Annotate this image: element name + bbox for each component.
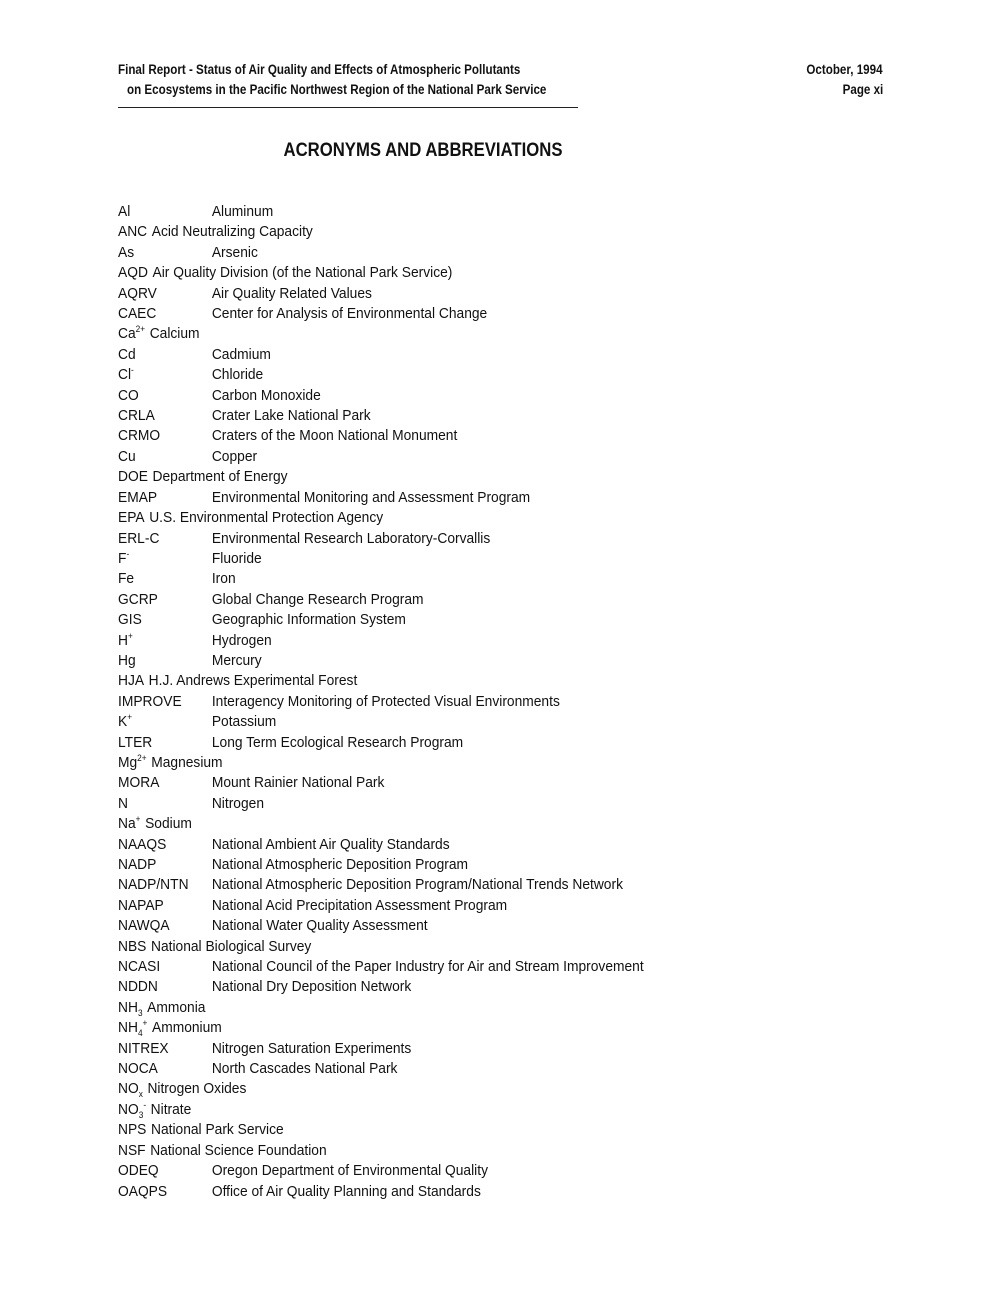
acronym-row — [118, 875, 817, 895]
acronym-row — [118, 406, 817, 426]
acronym-definition: National Atmospheric Deposition Program — [211, 856, 469, 873]
acronym-definition: Carbon Monoxide — [211, 386, 321, 404]
acronym-row — [118, 1039, 817, 1059]
acronym-row — [118, 508, 817, 528]
acronym-term: HJA — [118, 672, 145, 690]
acronym-row — [118, 835, 817, 855]
acronym-term: NCASI — [118, 958, 161, 976]
acronym-definition: Crater Lake National Park — [211, 407, 371, 425]
acronym-list — [118, 202, 878, 1202]
acronym-definition: Interagency Monitoring of Protected Visual Environments — [211, 692, 560, 710]
acronym-definition: Chloride — [211, 366, 264, 384]
acronym-row — [118, 569, 817, 589]
acronym-row — [118, 773, 817, 793]
acronym-term: IMPROVE — [118, 692, 182, 710]
acronym-definition: Hydrogen — [211, 631, 272, 649]
acronym-definition: Department of Energy — [152, 468, 288, 486]
acronym-row — [118, 467, 817, 487]
acronym-term: NADP — [118, 856, 157, 873]
acronym-definition: Arsenic — [211, 243, 258, 261]
acronym-definition: U.S. Environmental Protection Agency — [149, 509, 384, 527]
acronym-row — [118, 916, 817, 936]
acronym-row — [118, 753, 817, 773]
acronym-definition: National Dry Deposition Network — [211, 978, 412, 996]
acronym-definition: Environmental Research Laboratory-Corvallis — [211, 529, 491, 547]
acronym-definition: H.J. Andrews Experimental Forest — [148, 672, 358, 690]
acronym-definition: Environmental Monitoring and Assessment Program — [211, 488, 531, 506]
acronym-definition: National Park Service — [150, 1121, 284, 1139]
acronym-row — [118, 610, 817, 630]
acronym-row — [118, 896, 817, 916]
acronym-definition: Fluoride — [211, 549, 262, 567]
acronym-term: LTER — [118, 733, 153, 751]
acronym-definition: Aluminum — [211, 203, 274, 220]
acronym-row — [118, 671, 817, 691]
acronym-row — [118, 977, 817, 997]
acronym-term: $NO_x$ — [118, 1080, 143, 1100]
acronym-term: CAEC — [118, 305, 157, 323]
acronym-row — [118, 529, 817, 549]
header-rule — [118, 107, 578, 108]
acronym-definition: Center for Analysis of Environmental Change — [211, 305, 488, 323]
acronym-definition: Magnesium — [151, 753, 223, 771]
acronym-definition: Global Change Research Program — [211, 590, 424, 608]
acronym-term: NOCA — [118, 1060, 158, 1078]
report-date: October, 1994 — [806, 62, 883, 77]
acronym-term: CRLA — [118, 407, 155, 425]
acronym-term: Cu — [118, 447, 136, 465]
acronym-term: NAAQS — [118, 835, 167, 853]
acronym-definition: Nitrogen Saturation Experiments — [211, 1039, 412, 1057]
acronym-row — [118, 324, 817, 344]
acronym-term: GCRP — [118, 590, 158, 608]
acronym-definition: National Water Quality Assessment — [211, 917, 428, 935]
acronym-definition: Acid Neutralizing Capacity — [151, 223, 313, 241]
acronym-row — [118, 855, 817, 875]
acronym-definition: Nitrogen — [211, 794, 265, 812]
acronym-definition: Cadmium — [211, 345, 271, 363]
acronym-term: Fe — [118, 570, 135, 588]
acronym-term: NBS — [118, 937, 147, 955]
acronym-definition: Copper — [211, 447, 258, 465]
acronym-definition: National Biological Survey — [150, 937, 312, 955]
acronym-definition: Ammonium — [151, 1019, 222, 1037]
acronym-definition: Sodium — [145, 815, 192, 833]
acronym-term: $NH_4^+$ — [118, 1018, 148, 1039]
acronym-row — [118, 488, 817, 508]
acronym-definition: Craters of the Moon National Monument — [211, 427, 458, 445]
acronym-term: NDDN — [118, 978, 158, 996]
acronym-term: MORA — [118, 774, 160, 792]
acronym-definition: Nitrogen Oxides — [147, 1080, 247, 1098]
acronym-term: Hg — [118, 651, 136, 669]
acronym-term: NPS — [118, 1121, 147, 1139]
acronym-term: CRMO — [118, 427, 161, 445]
acronym-row — [118, 549, 817, 569]
acronym-row — [118, 957, 817, 977]
acronym-term: As — [118, 243, 135, 261]
acronym-term: N — [118, 794, 128, 812]
acronym-term: EPA — [118, 509, 145, 527]
acronym-row — [118, 1182, 817, 1202]
acronym-row — [118, 814, 817, 834]
acronym-term: $NH_3$ — [118, 998, 143, 1018]
acronym-term: GIS — [118, 611, 142, 629]
acronym-term: NSF — [118, 1141, 146, 1159]
acronym-definition: Potassium — [211, 713, 277, 731]
acronym-row — [118, 1059, 817, 1079]
acronym-term: $Ca^{2+}$ — [118, 324, 146, 343]
acronym-term: F- — [118, 548, 130, 567]
acronym-term: K+ — [118, 712, 133, 731]
acronym-row — [118, 243, 817, 263]
acronym-definition: Air Quality Related Values — [211, 284, 372, 302]
acronym-definition: Mercury — [211, 651, 262, 669]
acronym-term: Cd — [118, 345, 136, 363]
acronym-definition: Oregon Department of Environmental Quality — [211, 1162, 488, 1180]
acronym-row — [118, 447, 817, 467]
acronym-term: AQD — [118, 264, 148, 282]
acronym-definition: Ammonia — [147, 998, 206, 1016]
acronym-definition: National Ambient Air Quality Standards — [211, 835, 450, 853]
acronym-row — [118, 284, 817, 304]
acronym-row — [118, 304, 817, 324]
acronym-row — [118, 1161, 817, 1181]
acronym-term: Cl- — [118, 365, 134, 384]
acronym-term: NADP/NTN — [118, 876, 189, 894]
acronym-row — [118, 692, 817, 712]
acronym-term: $Mg^{2+}$ — [118, 752, 147, 771]
acronym-row — [118, 345, 817, 365]
acronym-term: Na+ — [118, 814, 141, 833]
acronym-definition: Long Term Ecological Research Program — [211, 733, 464, 751]
acronym-definition: Air Quality Division (of the National Park Service) — [152, 264, 453, 282]
acronym-definition: Nitrate — [150, 1100, 192, 1118]
acronym-definition: National Acid Precipitation Assessment Program — [211, 896, 508, 914]
acronym-definition: National Atmospheric Deposition Program/National Trends Network — [211, 876, 623, 894]
acronym-row — [118, 712, 817, 732]
acronym-term: ODEQ — [118, 1162, 159, 1180]
acronym-row — [118, 426, 817, 446]
report-title-line-1: Final Report - Status of Air Quality and Effects of Atmospheric Pollutants — [118, 62, 521, 77]
acronym-row — [118, 937, 817, 957]
acronym-definition: Mount Rainier National Park — [211, 774, 385, 792]
acronym-row — [118, 1141, 817, 1161]
acronym-term: NAPAP — [118, 896, 164, 914]
acronym-definition: National Science Foundation — [150, 1141, 327, 1159]
acronym-definition: National Council of the Paper Industry for Air and Stream Improvement — [211, 958, 644, 976]
acronym-row — [118, 1120, 817, 1140]
acronym-row — [118, 263, 817, 283]
acronym-definition: Iron — [211, 570, 236, 588]
acronym-row — [118, 590, 817, 610]
acronym-term: $NO_3^-$ — [118, 1099, 147, 1120]
acronym-term: H+ — [118, 630, 133, 649]
acronym-definition: Geographic Information System — [211, 611, 406, 629]
acronym-row — [118, 794, 817, 814]
acronym-row — [118, 1100, 817, 1120]
acronym-row — [118, 733, 817, 753]
acronym-term: NAWQA — [118, 917, 170, 935]
report-title-line-2: on Ecosystems in the Pacific Northwest Region of the National Park Service — [127, 82, 547, 97]
acronym-definition: Calcium — [149, 325, 200, 343]
acronym-row — [118, 202, 817, 222]
acronym-term: AQRV — [118, 284, 157, 302]
acronym-row — [118, 1079, 817, 1099]
acronym-row — [118, 998, 817, 1018]
acronym-term: OAQPS — [118, 1182, 168, 1200]
page-title: ACRONYMS AND ABBREVIATIONS — [283, 140, 563, 161]
acronym-definition: Office of Air Quality Planning and Standards — [211, 1182, 481, 1200]
acronym-term: Al — [118, 203, 131, 220]
acronym-definition: North Cascades National Park — [211, 1060, 398, 1078]
acronym-term: EMAP — [118, 488, 158, 506]
page-number: Page xi — [842, 82, 883, 97]
acronym-row — [118, 631, 817, 651]
acronym-row — [118, 386, 817, 406]
acronym-term: ERL-C — [118, 529, 160, 547]
acronym-row — [118, 1018, 817, 1038]
acronym-term: CO — [118, 386, 139, 404]
acronym-row — [118, 222, 817, 242]
acronym-term: DOE — [118, 468, 148, 486]
acronym-row — [118, 365, 817, 385]
acronym-term: NITREX — [118, 1039, 169, 1057]
acronym-term: ANC — [118, 223, 148, 241]
acronym-row — [118, 651, 817, 671]
